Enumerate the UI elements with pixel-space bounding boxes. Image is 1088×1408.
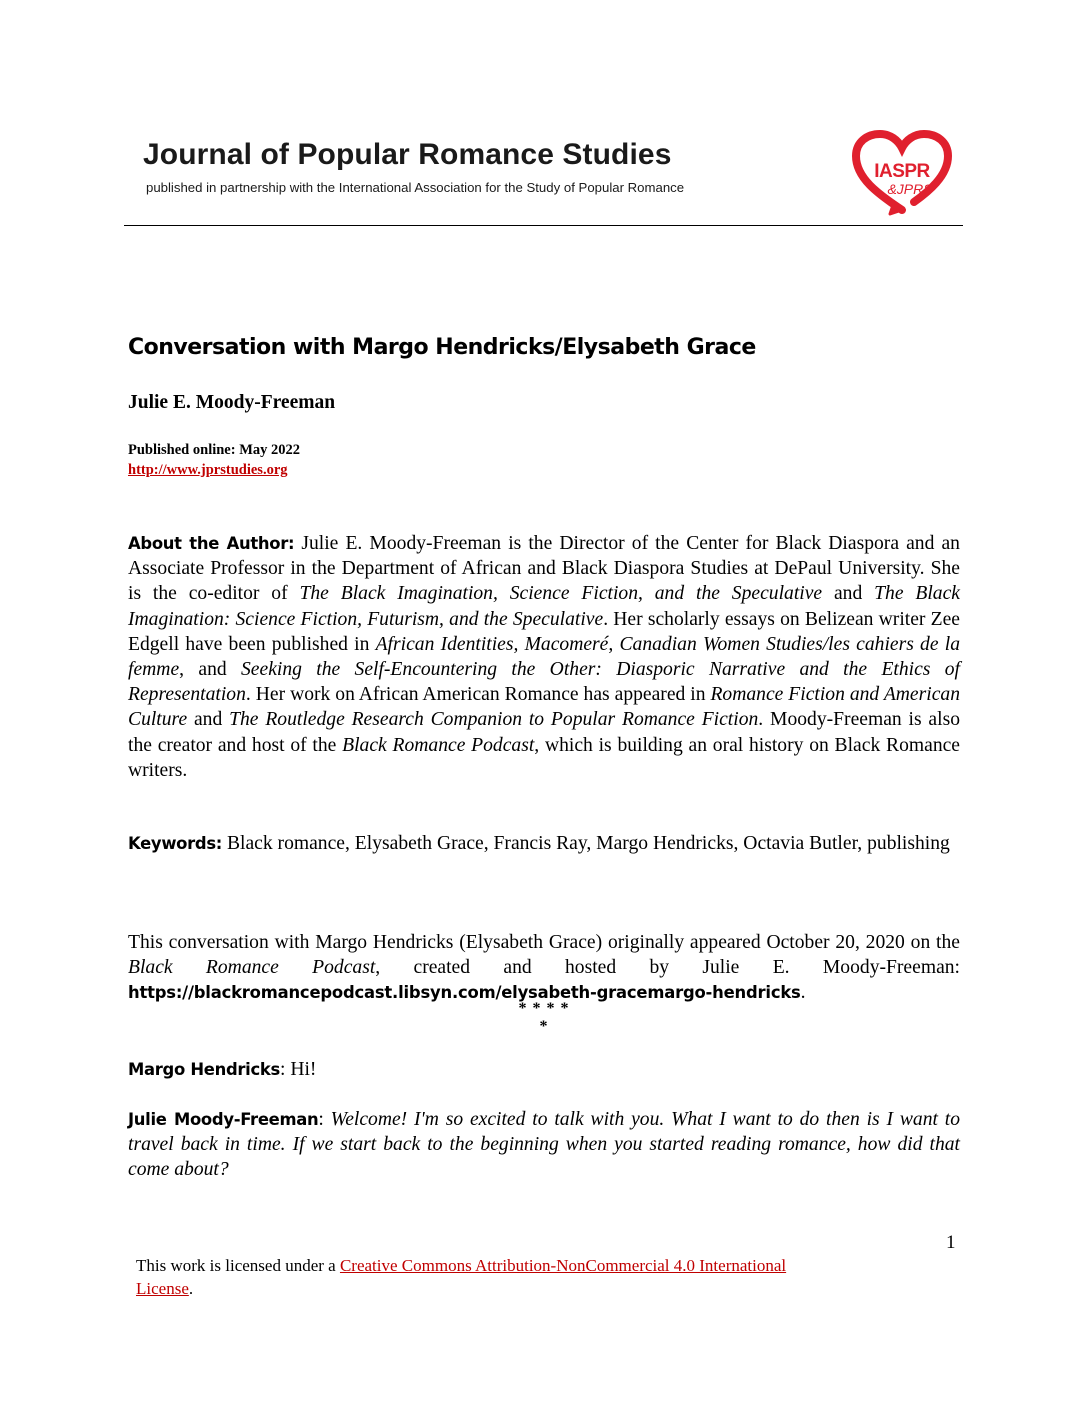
journal-subtitle: published in partnership with the International Association for the Study of Popular Romance <box>146 180 685 195</box>
intro-text: . <box>800 982 806 1004</box>
journal-link[interactable]: http://www.jprstudies.org <box>128 462 288 478</box>
about-text: . Moody-Freeman is also the creator and host of the <box>128 709 960 756</box>
header-divider <box>124 225 963 226</box>
publication-title: African Identities, Macomeré, Canadian Women Studies/les cahiers de la femme <box>128 633 960 681</box>
dialogue-line <box>128 1057 960 1082</box>
license-link[interactable]: Creative Commons Attribution-NonCommercial 4.0 International License <box>136 1256 787 1298</box>
logo-text-bottom: &JPRS <box>887 181 933 197</box>
podcast-url[interactable]: https://blackromancepodcast.libsyn.com/elysabeth-gracemargo-hendricks <box>128 983 801 1003</box>
about-text: . Her work on African American Romance has appeared in <box>245 684 711 706</box>
author-name: Julie E. Moody-Freeman <box>128 392 336 413</box>
about-text: and <box>822 583 875 605</box>
book-title: The Black Imagination, Science Fiction, and the Speculative <box>299 583 823 605</box>
section-separator: * * * * * <box>518 1000 570 1035</box>
about-text: . Her scholarly essays on Belizean writer Zee Edgell have been published in <box>128 608 960 655</box>
license-text: This work is licensed under a <box>136 1256 340 1275</box>
logo-text-top: IASPR <box>874 161 930 182</box>
about-text: , and <box>179 659 241 681</box>
about-text: Julie E. Moody-Freeman is the Director of the Center for Black Diaspora and an Associate Professor in the Department of African and Black Diaspora Studies at DePaul University. She is the co-editor of <box>128 533 960 605</box>
publication-title: Seeking the Self-Encountering the Other: Diasporic Narrative and the Ethics of Representation <box>128 659 960 706</box>
intro-text: This conversation with Margo Hendricks (Elysabeth Grace) originally appeared October 20, 2020 on the <box>128 932 960 953</box>
keywords-label: Keywords: <box>128 834 223 853</box>
dialogue-line <box>128 1107 960 1183</box>
speaker-name: Margo Hendricks <box>128 1060 280 1079</box>
podcast-title: Black Romance Podcast <box>342 734 535 756</box>
intro-paragraph <box>128 930 960 1006</box>
article-title: Conversation with Margo Hendricks/Elysabeth Grace <box>128 335 756 360</box>
podcast-title: Black Romance Podcast <box>128 957 376 979</box>
intro-text: , created and hosted by Julie E. Moody-Freeman: <box>375 957 961 979</box>
about-the-author <box>128 531 960 783</box>
license-notice <box>136 1254 836 1300</box>
about-text: , which is building an oral history on Black Romance writers. <box>128 734 961 781</box>
speaker-separator: : <box>318 1109 331 1130</box>
keywords-list: Black romance, Elysabeth Grace, Francis Ray, Margo Hendricks, Octavia Butler, publishing <box>222 833 950 854</box>
publication-title: The Routledge Research Companion to Popular Romance Fiction <box>229 709 759 731</box>
publication-title: Romance Fiction and American Culture <box>128 684 960 731</box>
dialogue-text: Hi! <box>290 1059 317 1080</box>
book-title: The Black Imagination: Science Fiction, Futurism, and the Speculative <box>128 583 960 630</box>
about-text: and <box>187 709 230 731</box>
speaker-separator: : <box>279 1059 291 1080</box>
iaspr-jprs-logo <box>850 130 954 218</box>
publication-date: Published online: May 2022 <box>128 442 301 458</box>
page-number: 1 <box>946 1232 956 1253</box>
about-label: About the Author: <box>128 534 295 553</box>
journal-title: Journal of Popular Romance Studies <box>143 138 672 171</box>
keywords <box>128 831 960 856</box>
license-text: . <box>188 1279 194 1298</box>
heart-logo-icon <box>850 130 954 218</box>
speaker-name: Julie Moody-Freeman <box>128 1110 319 1129</box>
dialogue-text: Welcome! I'm so excited to talk with you. What I want to do then is I want to travel back in time. If we start back to the beginning when you started reading romance, how did that come about? <box>128 1109 961 1181</box>
